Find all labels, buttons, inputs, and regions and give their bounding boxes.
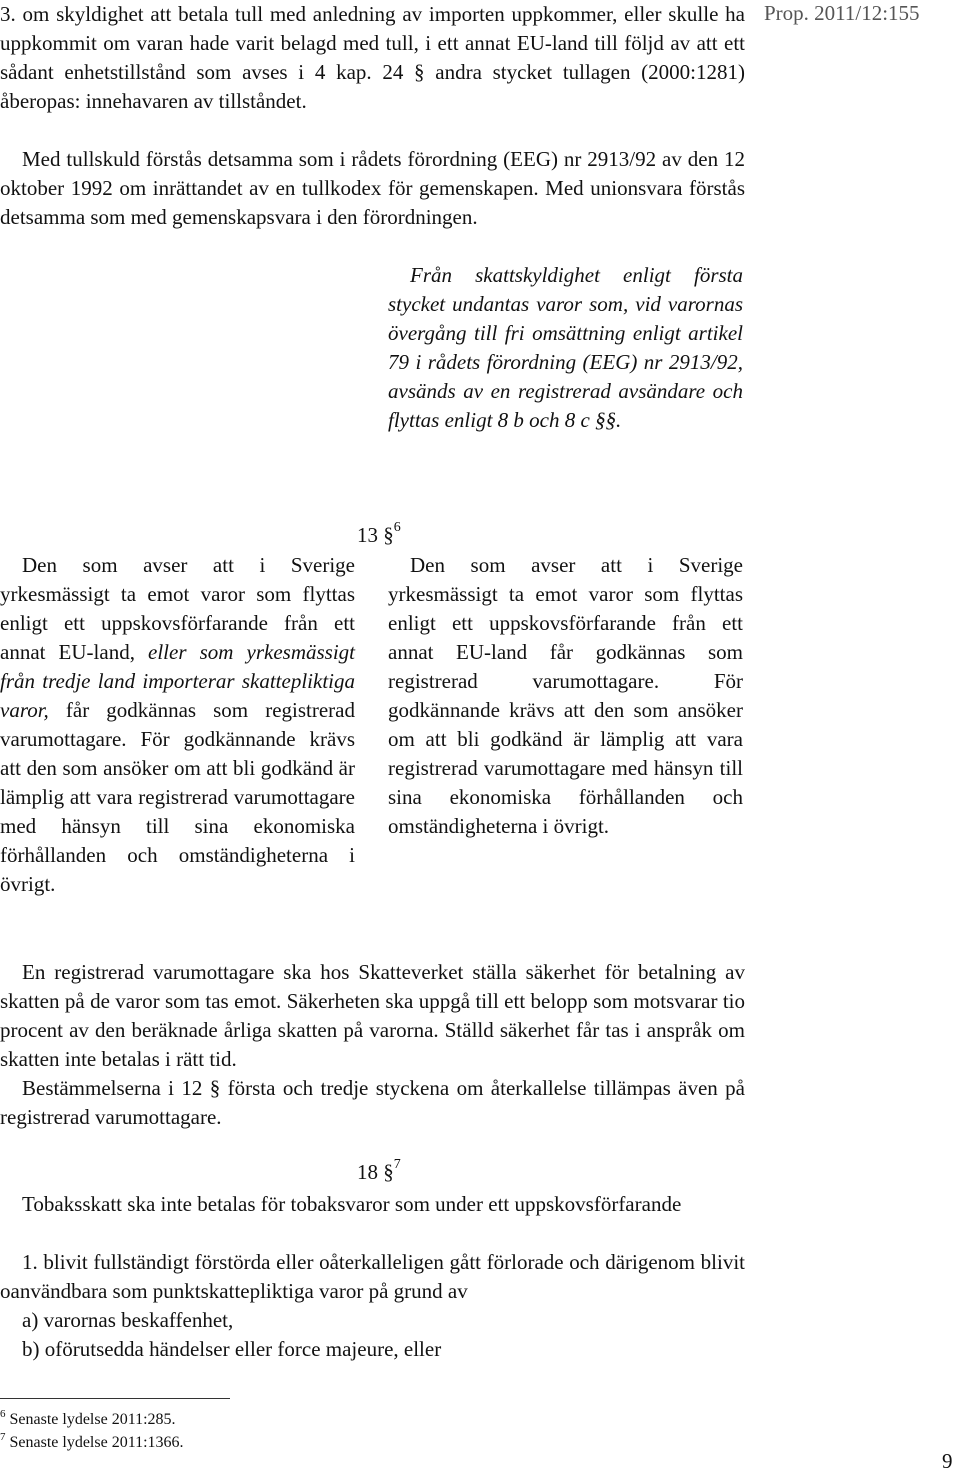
footnote-6-text: Senaste lydelse 2011:285. — [9, 1411, 176, 1428]
footnote-6 — [0, 1409, 176, 1431]
section-13-heading — [357, 520, 401, 548]
section-18-intro: Tobaksskatt ska inte betalas för tobaksvaror som under ett uppskovsförfarande — [22, 1192, 682, 1216]
section-18-number: 18 § — [357, 1160, 394, 1184]
paragraph-security: En registrerad varumottagare ska hos Skatteverket ställa säkerhet för betalning av skatten på de varor som tas emot. Säkerheten ska uppgå till ett belopp som motsvarar tio procent av den beräknade årliga skatten på varorna. Ställd säkerhet får tas i anspråk om skatten inte betalas i rätt tid. — [0, 960, 745, 1071]
prop-reference: Prop. 2011/12:155 — [764, 1, 920, 25]
section-18-item-1: 1. blivit fullständigt förstörda eller oåterkalleligen gått förlorade och därigenom blivit oanvändbara som punktskattepliktiga varor på grund av — [0, 1250, 745, 1303]
footnote-7-text: Senaste lydelse 2011:1366. — [9, 1434, 184, 1451]
section-13-left-column — [0, 551, 355, 899]
paragraph-tullskuld: Med tullskuld förstås detsamma som i rådets förordning (EEG) nr 2913/92 av den 12 oktober 1992 om inrättandet av en tullkodex för gemenskapen. Med unionsvara förstås detsamma som med gemenskapsvara i den förordningen. — [0, 147, 745, 229]
footnote-ref-6: 6 — [393, 520, 401, 535]
section-13-right-column: Den som avser att i Sverige yrkesmässigt ta emot varor som flyttas enligt ett uppskovsförfarande från ett annat EU-land får godkännas som registrerad varumottagare. För godkännande krävs att den som ansöker om att bli godkänd är lämplig att vara registrerad varumottagare med hänsyn till sina ekonomiska förhållanden och omständigheterna i övrigt. — [388, 553, 743, 838]
left-text-b: får godkännas som registrerad varumottagare. För godkännande krävs att den som ansöker om att bli godkänd är lämplig att vara registrerad varumottagare med hänsyn till sina ekonomiska förhållanden och omständigheterna i övrigt. — [0, 698, 355, 896]
section-18-item-a: a) varornas beskaffenhet, — [22, 1308, 234, 1332]
section-18-heading — [357, 1157, 401, 1185]
footnote-7-mark: 7 — [0, 1431, 6, 1443]
footnote-7 — [0, 1432, 184, 1454]
paragraph-item-3: 3. om skyldighet att betala tull med anledning av importen uppkommer, eller skulle ha uppkommit om varan hade varit belagd med tull, i ett annat EU-land till följd av att ett sådant enhetstillstånd som avses i 4 kap. 24 § andra stycket tullagen (2000:1281) åberopas: innehavaren av tillståndet. — [0, 2, 745, 113]
footnote-6-mark: 6 — [0, 1408, 6, 1420]
section-13-number: 13 § — [357, 523, 394, 547]
section-18-item-b: b) oförutsedda händelser eller force majeure, eller — [22, 1337, 442, 1361]
left-text-italic: eller som yrkesmässigt från tredje land importerar skattepliktiga varor, — [0, 640, 355, 722]
paragraph-revocation: Bestämmelserna i 12 § första och tredje styckena om återkallelse tillämpas även på registrerad varumottagare. — [0, 1076, 745, 1129]
page-number: 9 — [942, 1449, 953, 1473]
footnote-divider — [0, 1398, 230, 1399]
left-text-a: Den som avser att i Sverige yrkesmässigt ta emot varor som flyttas enligt ett uppskovsförfarande från ett annat EU-land, — [0, 553, 355, 664]
footnote-ref-7: 7 — [393, 1157, 401, 1172]
paragraph-exemption: Från skattskyldighet enligt första stycket undantas varor som, vid varornas övergång till fri omsättning enligt artikel 79 i rådets förordning (EEG) nr 2913/92, avsänds av en registrerad avsändare och flyttas enligt 8 b och 8 c §§. — [388, 263, 743, 432]
